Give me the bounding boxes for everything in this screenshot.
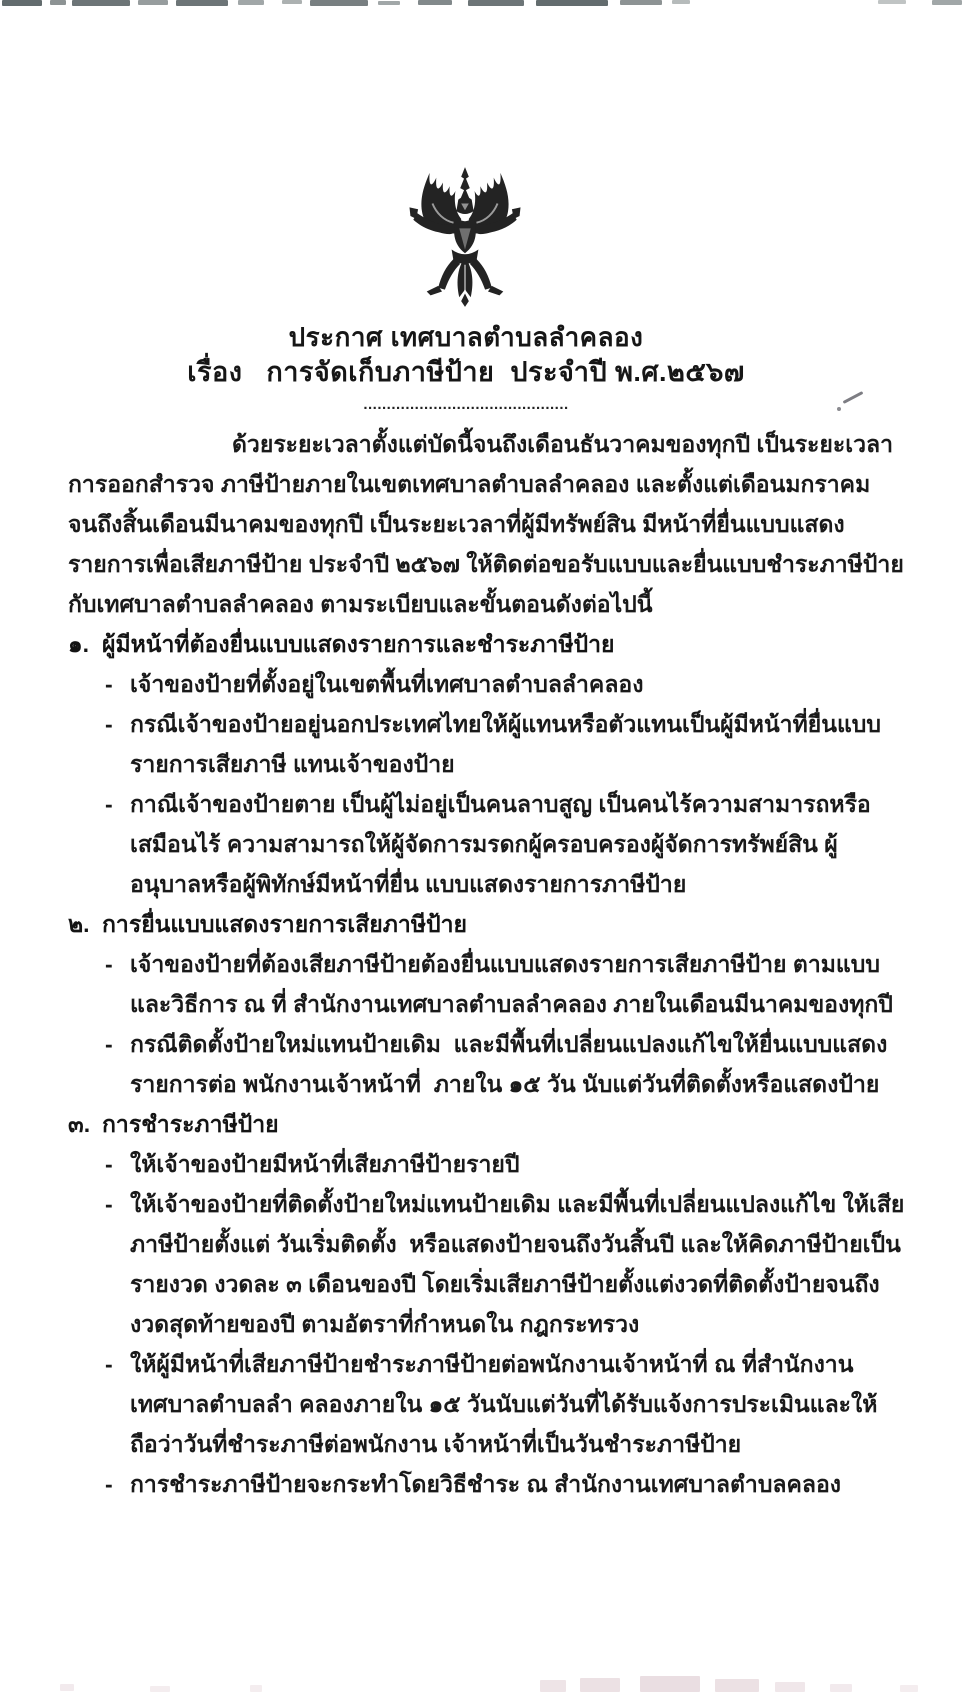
garuda-emblem-icon: [398, 162, 532, 312]
list-item: [68, 1144, 906, 1184]
section-2: [68, 904, 906, 1104]
announcement-subject: เรื่อง การจัดเก็บภาษีป้าย ประจำปี พ.ศ.๒๕๖๗: [187, 357, 745, 387]
bullet-dash: -: [105, 791, 113, 817]
intro-paragraph: ด้วยระยะเวลาตั้งแต่บัดนี้จนถึงเดือนธันวาคมของทุกปี เป็นระยะเวลาการออกสำรวจ ภาษีป้ายภายในเขตเทศบาลตำบลลำคลอง และตั้งแต่เดือนมกราคมจนถึงสิ้นเดือนมีนาคมของทุกปี เป็นระยะเวลาที่ผู้มีทรัพย์สิน มีหน้าที่ยื่นแบบแสดงรายการเพื่อเสียภาษีป้าย ประจำปี ๒๕๖๗ ให้ติดต่อขอรับแบบและยื่นแบบชำระภาษีป้ายกับเทศบาลตำบลลำคลอง ตามระเบียบและขั้นตอนดังต่อไปนี้: [68, 431, 904, 617]
list-item: [68, 784, 906, 904]
list-item: [68, 1464, 906, 1504]
bullet-dash: -: [105, 1471, 113, 1497]
document-body: [68, 424, 906, 1504]
section-3-number: ๓.: [68, 1111, 91, 1137]
bullet-dash: -: [105, 1351, 113, 1377]
section-1-number: ๑.: [68, 631, 89, 657]
bullet-dash: -: [105, 951, 113, 977]
pen-mark-stroke: [843, 391, 864, 404]
bullet-dash: -: [105, 1191, 113, 1217]
section-1-heading: [68, 624, 906, 664]
bullet-text: การชำระภาษีป้ายจะกระทำโดยวิธีชำระ ณ สำนักงานเทศบาลตำบลคลอง: [130, 1471, 842, 1497]
section-2-number: ๒.: [68, 911, 90, 937]
dotted-divider: ............................................: [363, 396, 569, 413]
bullet-text: ให้เจ้าของป้ายที่ติดตั้งป้ายใหม่แทนป้ายเดิม และมีพื้นที่เปลี่ยนแปลงแก้ไข ให้เสียภาษีป้ายตั้งแต่ วันเริ่มติดตั้ง หรือแสดงป้ายจนถึงวันสิ้นปี และให้คิดภาษีป้ายเป็นรายงวด งวดละ ๓ เดือนของปี โดยเริ่มเสียภาษีป้ายตั้งแต่งวดที่ติดตั้งป้ายจนถึงงวดสุดท้ายของปี ตามอัตราที่กำหนดใน กฎกระทรวง: [130, 1191, 905, 1337]
bullet-text: เจ้าของป้ายที่ตั้งอยู่ในเขตพื้นที่เทศบาลตำบลลำคลอง: [130, 671, 644, 697]
list-item: [68, 1344, 906, 1464]
bullet-text: ให้ผู้มีหน้าที่เสียภาษีป้ายชำระภาษีป้ายต่อพนักงานเจ้าหน้าที่ ณ ที่สำนักงานเทศบาลตำบลลำ คลองภายใน ๑๕ วันนับแต่วันที่ได้รับแจ้งการประเมินและให้ถือว่าวันที่ชำระภาษีต่อพนักงาน เจ้าหน้าที่เป็นวันชำระภาษีป้าย: [130, 1351, 878, 1457]
pen-mark: [834, 386, 868, 416]
section-1-heading-text: ผู้มีหน้าที่ต้องยื่นแบบแสดงรายการและชำระภาษีป้าย: [102, 631, 615, 657]
section-3: [68, 1104, 906, 1504]
section-2-heading: [68, 904, 906, 944]
bullet-dash: -: [105, 711, 113, 737]
announcement-title: ประกาศ เทศบาลตำบลลำคลอง: [288, 322, 644, 352]
bullet-dash: -: [105, 1151, 113, 1177]
list-item: [68, 944, 906, 1024]
bullet-dash: -: [105, 671, 113, 697]
pen-mark-dot: [837, 407, 841, 411]
bullet-text: กรณีติดตั้งป้ายใหม่แทนป้ายเดิม และมีพื้นที่เปลี่ยนแปลงแก้ไขให้ยื่นแบบแสดงรายการต่อ พนักงานเจ้าหน้าที่ ภายใน ๑๕ วัน นับแต่วันที่ติดตั้งหรือแสดงป้าย: [130, 1031, 888, 1097]
section-3-heading: [68, 1104, 906, 1144]
bullet-dash: -: [105, 1031, 113, 1057]
section-1: [68, 624, 906, 904]
list-item: [68, 704, 906, 784]
bullet-text: ให้เจ้าของป้ายมีหน้าที่เสียภาษีป้ายรายปี: [130, 1151, 520, 1177]
bullet-text: เจ้าของป้ายที่ต้องเสียภาษีป้ายต้องยื่นแบบแสดงรายการเสียภาษีป้าย ตามแบบและวิธีการ ณ ที่ สำนักงานเทศบาลตำบลลำคลอง ภายในเดือนมีนาคมของทุกปี: [130, 951, 893, 1017]
list-item: [68, 664, 906, 704]
section-3-heading-text: การชำระภาษีป้าย: [102, 1111, 279, 1137]
section-2-heading-text: การยื่นแบบแสดงรายการเสียภาษีป้าย: [102, 911, 467, 937]
list-item: [68, 1184, 906, 1344]
document-header: [0, 320, 949, 412]
list-item: [68, 1024, 906, 1104]
bullet-text: กรณีเจ้าของป้ายอยู่นอกประเทศไทยให้ผู้แทนหรือตัวแทนเป็นผู้มีหน้าที่ยื่นแบบรายการเสียภาษี แทนเจ้าของป้าย: [130, 711, 881, 777]
bullet-text: กาณีเจ้าของป้ายตาย เป็นผู้ไม่อยู่เป็นคนลาบสูญ เป็นคนไร้ความสามารถหรือเสมือนไร้ ความสามารถให้ผู้จัดการมรดกผู้ครอบครองผู้จัดการทรัพย์สิน ผู้อนุบาลหรือผู้พิทักษ์มีหน้าที่ยื่น แบบแสดงรายการภาษีป้าย: [130, 791, 871, 897]
